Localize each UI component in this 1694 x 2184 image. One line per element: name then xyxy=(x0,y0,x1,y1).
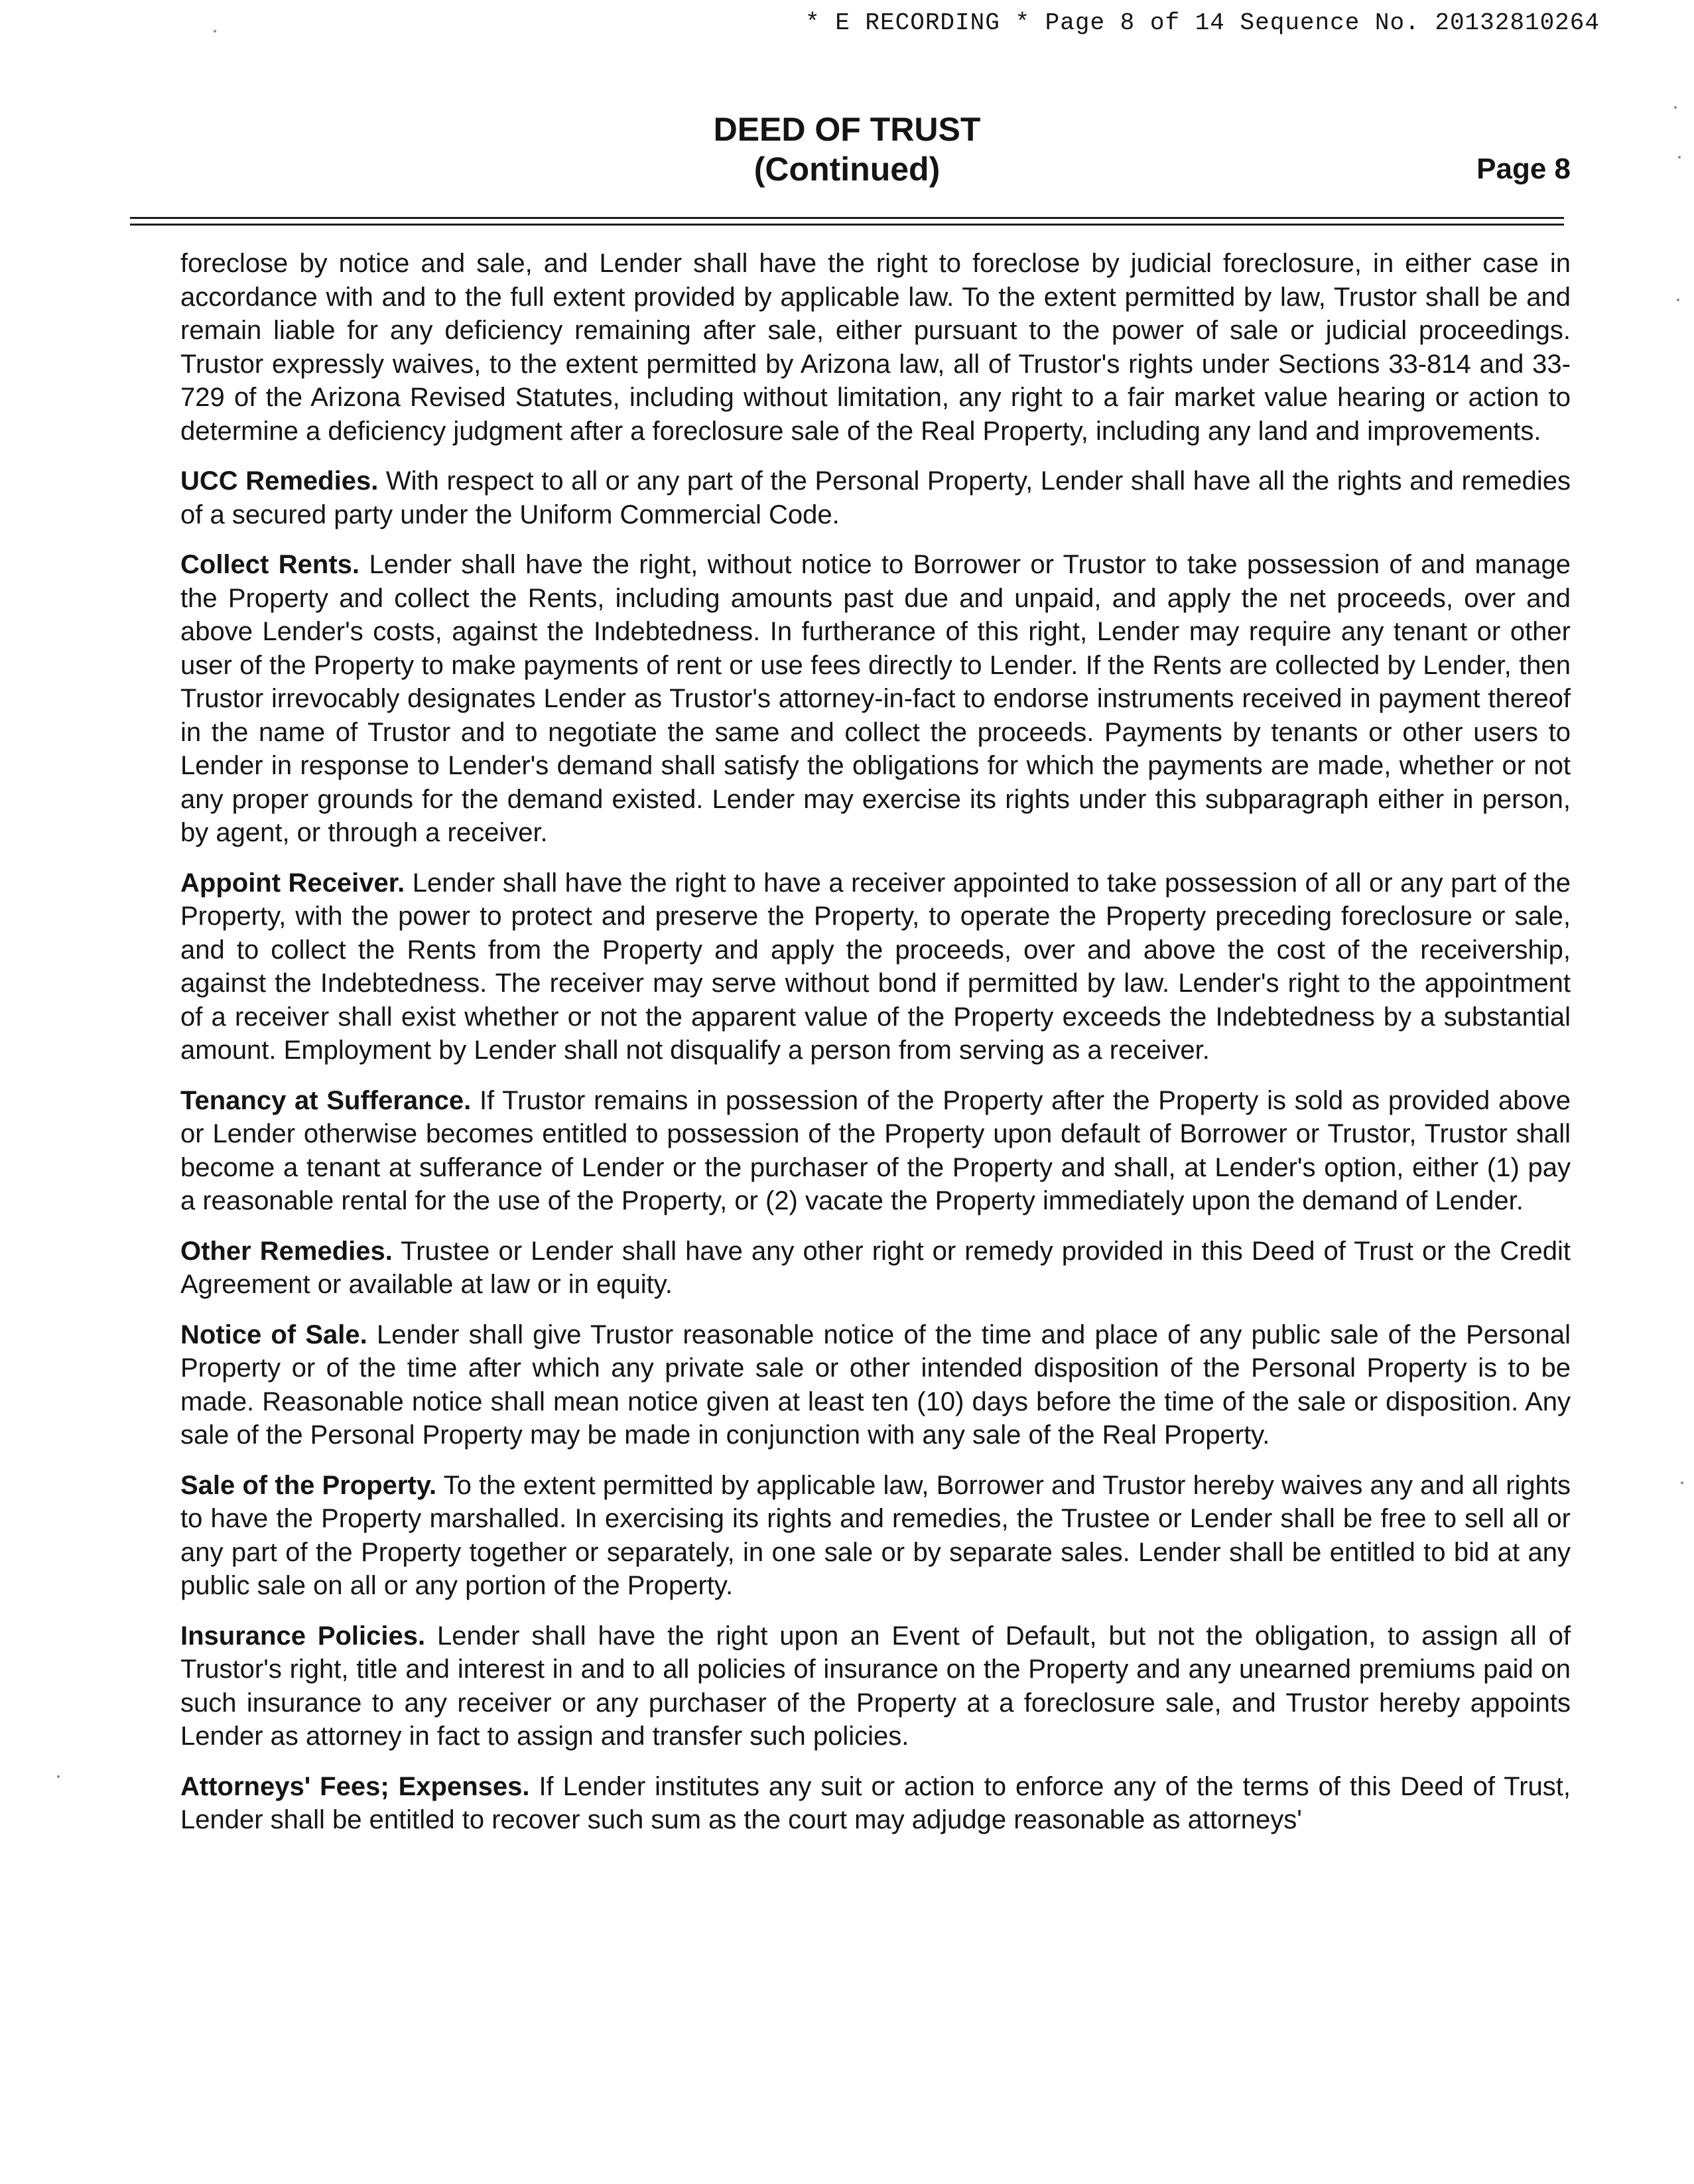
paragraph-tenancy-at-sufferance xyxy=(180,1084,1571,1218)
header-divider-bottom xyxy=(130,224,1564,226)
scan-speck xyxy=(1681,1481,1683,1484)
paragraph-insurance-policies xyxy=(180,1619,1571,1753)
paragraph-sale-of-property xyxy=(180,1469,1571,1603)
paragraph-heading: Appoint Receiver. xyxy=(180,868,405,898)
paragraph-collect-rents xyxy=(180,548,1571,850)
scan-speck xyxy=(1678,156,1681,159)
scan-speck xyxy=(57,1775,60,1778)
paragraph-text: Lender shall have the right to have a receiver appointed to take possession of all or any part of the Property, with the power to protect and preserve the Property, to operate the Property preceding foreclosure or sale, and to collect the Rents from the Property and apply the proceeds, over and above the cost of the receivership, against the Indebtedness. The receiver may serve without bond if permitted by law. Lender's right to the appointment of a receiver shall exist whether or not the apparent value of the Property exceeds the Indebtedness by a substantial amount. Employment by Lender shall not disqualify a person from serving as a receiver. xyxy=(180,868,1571,1065)
scan-speck xyxy=(1674,106,1677,109)
paragraph-heading: Collect Rents. xyxy=(180,550,360,579)
paragraph-heading: Tenancy at Sufferance. xyxy=(180,1085,472,1115)
scan-speck xyxy=(1677,299,1679,301)
paragraph-text: Lender shall have the right upon an Event of Default, but not the obligation, to assign all of Trustor's right, title and interest in and to all policies of insurance on the Property and any unearned premiums paid on such insurance to any receiver or any purchaser of the Property at a foreclosure sale, and Trustor hereby appoints Lender as attorney in fact to assign and transfer such policies. xyxy=(180,1621,1571,1751)
header-divider-top xyxy=(130,217,1564,219)
paragraph-appoint-receiver xyxy=(180,866,1571,1067)
paragraph-heading: UCC Remedies. xyxy=(180,466,379,496)
document-title xyxy=(0,109,1694,189)
document-body xyxy=(180,247,1571,1854)
paragraph-heading: Notice of Sale. xyxy=(180,1320,367,1349)
scan-speck xyxy=(214,30,216,33)
paragraph-heading: Insurance Policies. xyxy=(180,1621,426,1651)
paragraph-attorneys-fees xyxy=(180,1770,1571,1837)
paragraph-heading: Attorneys' Fees; Expenses. xyxy=(180,1771,530,1801)
paragraph-text: To the extent permitted by applicable law, Borrower and Trustor hereby waives any and all rights to have the Property marshalled. In exercising its rights and remedies, the Trustee or Lender shall be free to sell all or any part of the Property together or separately, in one sale or by separate sales. Lender shall be entitled to bid at any public sale on all or any portion of the Property. xyxy=(180,1470,1571,1600)
paragraph-heading: Other Remedies. xyxy=(180,1236,393,1266)
page-number: Page 8 xyxy=(1476,153,1571,185)
paragraph-text: Lender shall give Trustor reasonable notice of the time and place of any public sale of the Personal Property or of the time after which any private sale or other intended disposition of the Personal Property is to be made. Reasonable notice shall mean notice given at least ten (10) days before the time of the sale or disposition. Any sale of the Personal Property may be made in conjunction with any sale of the Real Property. xyxy=(180,1320,1571,1450)
document-title-main: DEED OF TRUST xyxy=(713,111,981,148)
paragraph-text: Trustee or Lender shall have any other right or remedy provided in this Deed of Trust or the Credit Agreement or available at law or in equity. xyxy=(180,1236,1571,1299)
paragraph-text: If Lender institutes any suit or action to enforce any of the terms of this Deed of Trust, Lender shall be entitled to recover such sum as the court may adjudge reasonable as attorneys' xyxy=(180,1771,1571,1834)
paragraph-text: foreclose by notice and sale, and Lender shall have the right to foreclose by judicial foreclosure, in either case in accordance with and to the full extent provided by applicable law. To the extent permitted by law, Trustor shall be and remain liable for any deficiency remaining after sale, either pursuant to the power of sale or judicial proceedings. Trustor expressly waives, to the extent permitted by Arizona law, all of Trustor's rights under Sections 33-814 and 33-729 of the Arizona Revised Statutes, including without limitation, any right to a fair market value hearing or action to determine a deficiency judgment after a foreclosure sale of the Real Property, including any land and improvements. xyxy=(180,249,1571,446)
paragraph-ucc-remedies xyxy=(180,464,1571,531)
paragraph-foreclosure-continued xyxy=(180,247,1571,448)
paragraph-text: Lender shall have the right, without notice to Borrower or Trustor to take possession of and manage the Property and collect the Rents, including amounts past due and unpaid, and apply the net proceeds, over and above Lender's costs, against the Indebtedness. In furtherance of this right, Lender may require any tenant or other user of the Property to make payments of rent or use fees directly to Lender. If the Rents are collected by Lender, then Trustor irrevocably designates Lender as Trustor's attorney-in-fact to endorse instruments received in payment thereof in the name of Trustor and to negotiate the same and collect the proceeds. Payments by tenants or other users to Lender in response to Lender's demand shall satisfy the obligations for which the payments are made, whether or not any proper grounds for the demand existed. Lender may exercise its rights under this subparagraph either in person, by agent, or through a receiver. xyxy=(180,550,1571,847)
document-title-continued: (Continued) xyxy=(753,151,941,188)
paragraph-text: With respect to all or any part of the Personal Property, Lender shall have all the rights and remedies of a secured party under the Uniform Commercial Code. xyxy=(180,466,1571,529)
paragraph-other-remedies xyxy=(180,1235,1571,1302)
paragraph-notice-of-sale xyxy=(180,1318,1571,1452)
paragraph-heading: Sale of the Property. xyxy=(180,1470,437,1500)
recording-header: * E RECORDING * Page 8 of 14 Sequence No. 20132810264 xyxy=(805,9,1600,36)
paragraph-text: If Trustor remains in possession of the Property after the Property is sold as provided above or Lender otherwise becomes entitled to possession of the Property upon default of Borrower or Trustor, Trustor shall become a tenant at sufferance of Lender or the purchaser of the Property and shall, at Lender's option, either (1) pay a reasonable rental for the use of the Property, or (2) vacate the Property immediately upon the demand of Lender. xyxy=(180,1085,1571,1215)
